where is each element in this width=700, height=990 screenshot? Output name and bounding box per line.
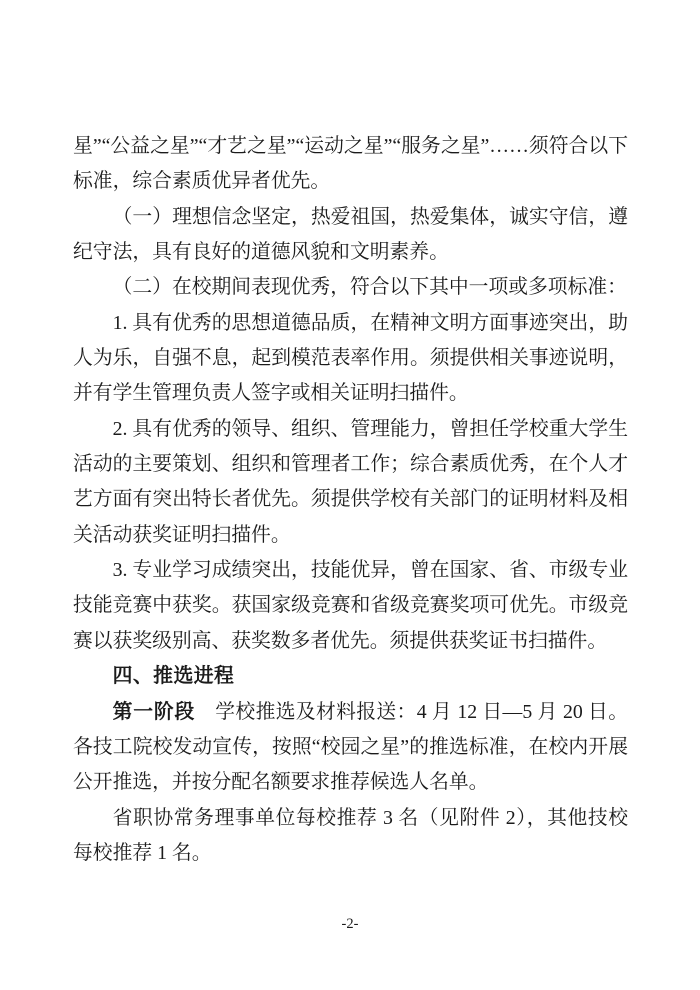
text-segment: 学校推选及材料报送：4 月 12 日—5 月 20 日。各技工院校发动宣传，按照“校园之星”的推选标准，在校内开展公开推选，并按分配名额要求推荐候选人名单。 — [73, 700, 628, 794]
text-segment: 星”“公益之星”“才艺之星”“运动之星”“服务之星”……须符合以下标准，综合素质优异者优先。 — [73, 135, 628, 193]
paragraph-standard-1 — [73, 306, 628, 412]
document-body — [73, 129, 628, 871]
text-segment: 3. 专业学习成绩突出，技能优异，曾在国家、省、市级专业技能竞赛中获奖。获国家级竞赛和省级竞赛奖项可优先。市级竞赛以获奖级别高、获奖数多者优先。须提供获奖证书扫描件。 — [73, 559, 628, 652]
text-segment: 1. 具有优秀的思想道德品质，在精神文明方面事迹突出，助人为乐，自强不息，起到模范表率作用。须提供相关事迹说明，并有学生管理负责人签字或相关证明扫描件。 — [73, 311, 628, 405]
paragraph-standard-2 — [73, 412, 628, 553]
paragraph-stage-1 — [73, 695, 628, 801]
paragraph-section-4-heading — [73, 659, 628, 694]
text-segment: 2. 具有优秀的领导、组织、管理能力，曾担任学校重大学生活动的主要策划、组织和管理者工作；综合素质优秀，在个人才艺方面有突出特长者优先。须提供学校有关部门的证明材料及相关活动获奖证明扫描件。 — [73, 417, 628, 546]
paragraph-criterion-2 — [73, 270, 628, 305]
bold-text-segment: 第一阶段 — [112, 700, 196, 723]
page-footer — [0, 914, 700, 934]
page-number: -2- — [341, 916, 359, 932]
paragraph-criterion-1 — [73, 200, 628, 271]
text-segment: 省职协常务理事单位每校推荐 3 名（见附件 2），其他技校每校推荐 1 名。 — [73, 806, 628, 864]
text-segment: （二）在校期间表现优秀，符合以下其中一项或多项标准： — [112, 276, 627, 299]
paragraph-quota — [73, 801, 628, 872]
paragraph-standard-3 — [73, 553, 628, 659]
paragraph-continuation — [73, 129, 628, 200]
text-segment: （一）理想信念坚定，热爱祖国，热爱集体，诚实守信，遵纪守法，具有良好的道德风貌和文明素养。 — [73, 205, 628, 264]
bold-text-segment: 四、推选进程 — [112, 665, 235, 688]
